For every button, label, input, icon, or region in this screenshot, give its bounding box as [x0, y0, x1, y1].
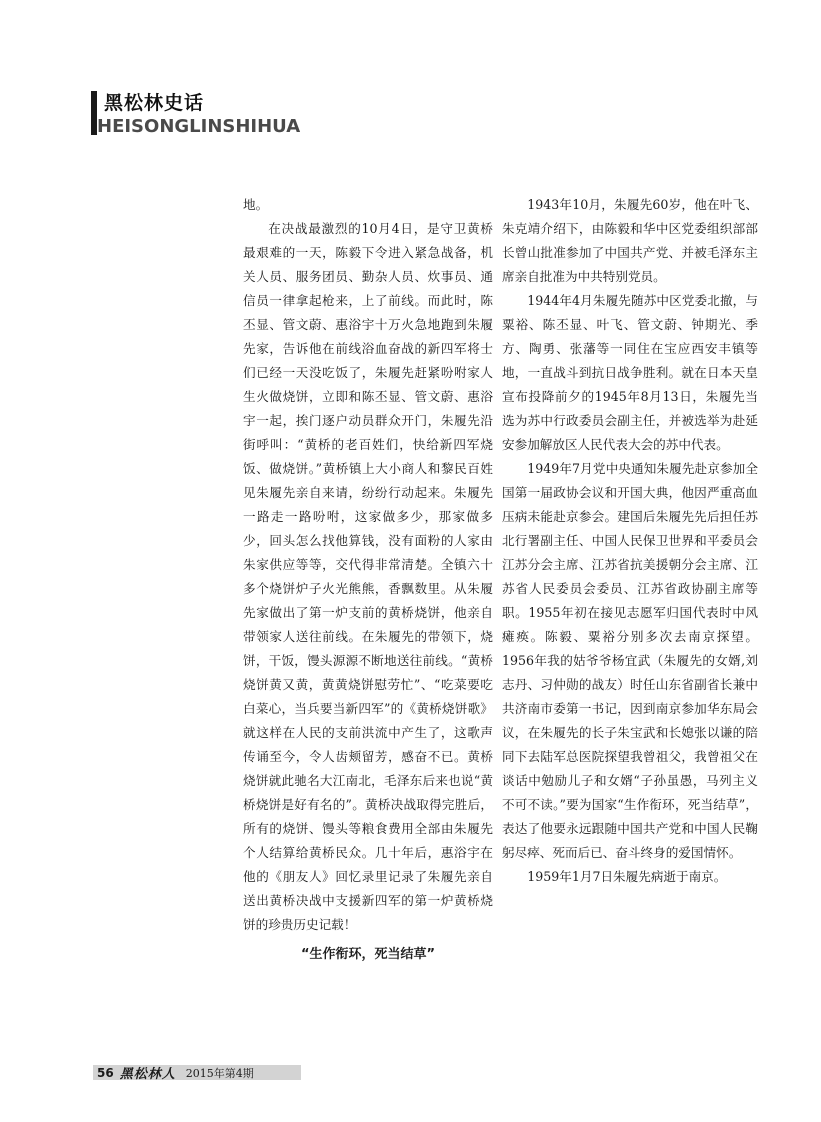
subheading: “生作衔环，死当结草”: [300, 947, 436, 962]
page-footer: [93, 1065, 301, 1080]
paragraph: 1949年7月党中央通知朱履先赴京参加全国第一届政协会议和开国大典，他因严重高血压病未能赴京参会。建国后朱履先先后担任苏北行署副主任、中国人民保卫世界和平委员会江苏分会主席、江苏省抗美援朝分会主席、江苏省人民委员会委员、江苏省政协副主席等职。1955年初在接见志愿军归国代表时中风瘫痪。陈毅、粟裕分别多次去南京探望。1956年我的姑爷爷杨宜武（朱履先的女婿,刘志丹、习仲勋的战友）时任山东省副省长兼中共济南市委第一书记，因到南京参加华东局会议，在朱履先的长子朱宝武和长媳张以谦的陪同下去陆军总医院探望我曾祖父，我曾祖父在谈话中勉励儿子和女婿“子孙虽愚，马列主义不可不读。”要为国家“生作衔环，死当结草”，表达了他要永远跟随中国共产党和中国人民鞠躬尽瘁、死而后已、奋斗终身的爱国情怀。: [502, 461, 758, 860]
magazine-logo: 黑松林人: [119, 1067, 176, 1082]
section-title: 黑松林史话: [104, 92, 205, 114]
left-column: [243, 193, 493, 967]
section-pinyin: HEISONGLINSHIHUA: [97, 116, 301, 137]
issue-label: 2015年第4期: [185, 1066, 254, 1080]
right-column: [502, 193, 758, 889]
paragraph: 1943年10月，朱履先60岁，他在叶飞、朱克靖介绍下，由陈毅和华中区党委组织部部长曾山批准参加了中国共产党、并被毛泽东主席亲自批准为中共特别党员。: [502, 197, 758, 284]
paragraph: 1959年1月7日朱履先病逝于南京。: [527, 869, 727, 884]
paragraph: 1944年4月朱履先随苏中区党委北撤，与粟裕、陈丕显、叶飞、管文蔚、钟期光、季方、陶勇、张藩等一同住在宝应西安丰镇等地，一直战斗到抗日战争胜利。就在日本天皇宣布投降前夕的1945年8月13日，朱履先当选为苏中行政委员会副主任，并被选举为赴延安参加解放区人民代表大会的苏中代表。: [502, 293, 758, 452]
paragraph: 在决战最激烈的10月4日，是守卫黄桥最艰难的一天，陈毅下令进入紧急战备，机关人员、服务团员、勤杂人员、炊事员、通信员一律拿起枪来，上了前线。而此时，陈丕显、管文蔚、惠浴宇十万火急地跑到朱履先家，告诉他在前线浴血奋战的新四军将士们已经一天没吃饭了，朱履先赶紧吩咐家人生火做烧饼，立即和陈丕显、管文蔚、惠浴宇一起，挨门逐户动员群众开门，朱履先沿街呼叫：“黄桥的老百姓们，快给新四军烧饭、做烧饼。”黄桥镇上大小商人和黎民百姓见朱履先亲自来请，纷纷行动起来。朱履先一路走一路吩咐，这家做多少，那家做多少，回头怎么找他算钱，没有面粉的人家由朱家供应等等，交代得非常清楚。全镇六十多个烧饼炉子火光熊熊，香飘数里。从朱履先家做出了第一炉支前的黄桥烧饼，他亲自带领家人送往前线。在朱履先的带领下，烧饼，干饭，馒头源源不断地送往前线。“黄桥烧饼黄又黄，黄黄烧饼慰劳忙”、“吃菜要吃白菜心，当兵要当新四军”的《黄桥烧饼歌》就这样在人民的支前洪流中产生了，这歌声传诵至今，令人齿颊留芳，感奋不已。黄桥烧饼就此驰名大江南北，毛泽东后来也说“黄桥烧饼是好有名的”。黄桥决战取得完胜后，所有的烧饼、馒头等粮食费用全部由朱履先个人结算给黄桥民众。几十年后，惠浴宇在他的《朋友人》回忆录里记录了朱履先亲自送出黄桥决战中支援新四军的第一炉黄桥烧饼的珍贵历史记载！: [243, 221, 493, 932]
paragraph: 地。: [243, 197, 269, 212]
page-number: 56: [97, 1065, 114, 1080]
